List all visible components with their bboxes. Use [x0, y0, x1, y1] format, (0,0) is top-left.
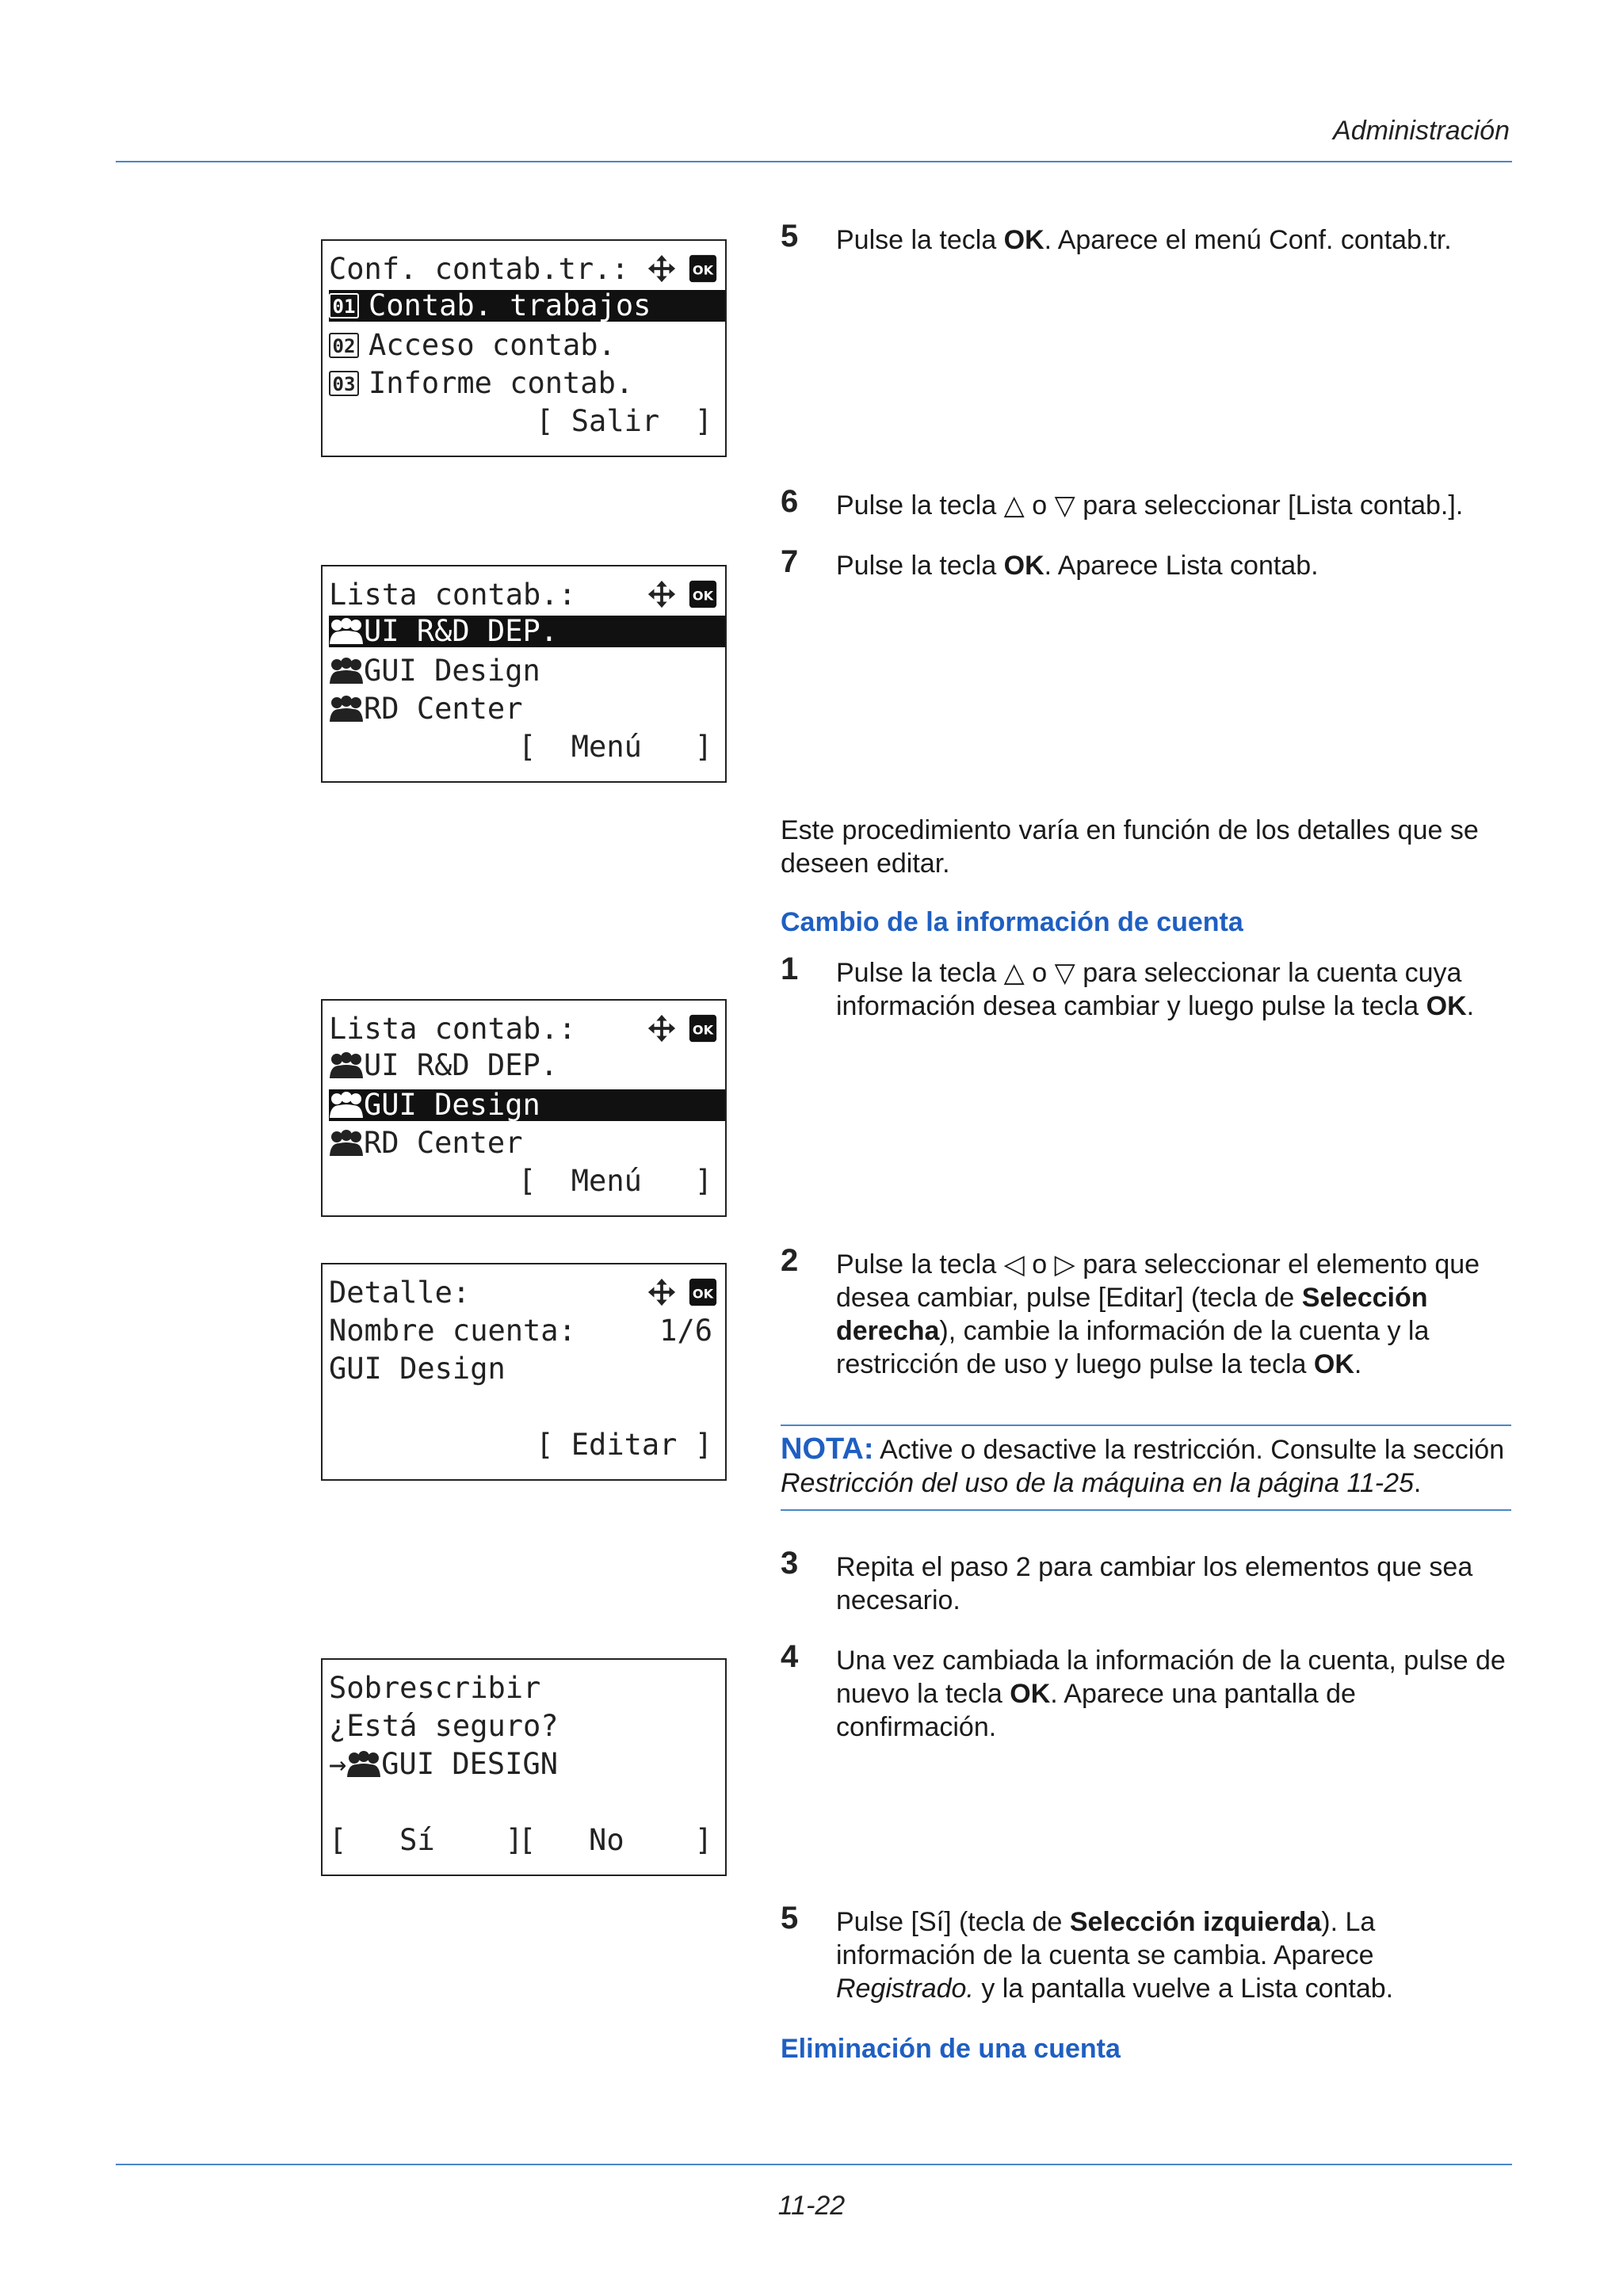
step-text: y la pantalla vuelve a Lista contab. — [973, 1974, 1394, 2004]
list-item-label: GUI Design — [364, 1088, 540, 1122]
list-item-ui-rd-dep[interactable] — [329, 1050, 722, 1081]
softkey-no[interactable]: [ No ] — [517, 1823, 712, 1857]
page-indicator: 1/6 — [659, 1314, 712, 1348]
header-title: Administración — [1333, 116, 1510, 146]
lcd-conf-contab — [321, 239, 727, 457]
step-c4 — [781, 1639, 1518, 1744]
step-text: . — [1354, 1349, 1362, 1379]
cross-navigation-icon — [646, 579, 678, 609]
step-c3 — [781, 1546, 1518, 1617]
step-number: 7 — [781, 544, 799, 579]
group-icon — [329, 1051, 364, 1078]
step-number: 5 — [781, 219, 799, 254]
key-ok: OK — [1426, 991, 1467, 1021]
menu-item-label: Informe contab. — [369, 366, 634, 400]
lcd-detalle — [321, 1263, 727, 1481]
lcd-title: Lista contab.: — [329, 578, 576, 612]
item-number-badge: 03 — [329, 371, 359, 396]
step-text: Una vez cambiada la información de la cuenta, pulse de nuevo la tecla — [836, 1646, 1506, 1709]
group-icon — [329, 695, 364, 722]
ok-icon — [687, 254, 719, 284]
step-c2 — [781, 1243, 1518, 1381]
group-icon — [329, 617, 364, 644]
list-item-rd-center[interactable] — [329, 693, 722, 725]
cross-navigation-icon — [646, 254, 678, 284]
menu-item-label: Contab. trabajos — [369, 288, 651, 322]
note-text: Active o desactive la restricción. Consulte la sección — [873, 1435, 1505, 1465]
group-icon — [346, 1750, 381, 1777]
list-item-rd-center[interactable] — [329, 1127, 722, 1159]
item-number-badge: 01 — [329, 293, 359, 318]
lcd-title: Conf. contab.tr.: — [329, 252, 629, 286]
step-text: . Aparece Lista contab. — [1044, 551, 1319, 581]
page-number: 11-22 — [777, 2191, 846, 2221]
softkey-si[interactable]: [ Sí ] — [329, 1823, 524, 1857]
step-text: Pulse la tecla △ o ▽ para seleccionar la cuenta cuya información desea cambiar y luego pulse la tecla — [836, 958, 1462, 1021]
step-text: Pulse la tecla ◁ o ▷ para seleccionar el elemento que desea cambiar, pulse [Editar] (tecla de — [836, 1249, 1480, 1313]
ok-icon — [687, 579, 719, 609]
intro-paragraph: Este procedimiento varía en función de los detalles que se deseen editar. — [781, 815, 1479, 879]
list-item-label: UI R&D DEP. — [364, 614, 559, 648]
target-label: GUI DESIGN — [381, 1747, 559, 1781]
step-text: . — [1466, 991, 1475, 1021]
group-icon — [329, 1129, 364, 1156]
step-c5 — [781, 1901, 1518, 2005]
menu-item-informe-contab[interactable] — [329, 368, 722, 399]
ok-icon — [687, 1013, 719, 1043]
confirm-target — [329, 1749, 722, 1780]
step-text: Repita el paso 2 para cambiar los elementos que sea necesario. — [836, 1552, 1473, 1615]
lcd-lista-contab-2 — [321, 999, 727, 1217]
header-rule — [116, 161, 1512, 162]
lcd-title: Sobrescribir — [329, 1671, 541, 1705]
list-item-label: RD Center — [364, 1126, 523, 1160]
step-6 — [781, 484, 1518, 522]
step-text: Pulse la tecla △ o ▽ para seleccionar [Lista contab.]. — [836, 490, 1464, 521]
softkey-editar[interactable]: [ Editar ] — [536, 1428, 712, 1462]
step-text: Pulse la tecla — [836, 225, 1004, 255]
step-text: Pulse [Sí] (tecla de — [836, 1907, 1070, 1937]
softkey-menu[interactable]: [ Menú ] — [517, 1164, 712, 1198]
key-ok: OK — [1003, 551, 1044, 581]
arrow-right-icon: → — [329, 1747, 347, 1781]
confirm-question: ¿Está seguro? — [329, 1709, 559, 1743]
key-ok: OK — [1313, 1349, 1354, 1379]
step-text: ), cambie la información de la cuenta y la restricción de uso y luego pulse la tecla — [836, 1316, 1430, 1379]
list-item-label: RD Center — [364, 692, 523, 726]
lcd-title: Lista contab.: — [329, 1012, 576, 1046]
detail-field-value: GUI Design — [329, 1352, 506, 1386]
step-number: 3 — [781, 1546, 799, 1581]
list-item-label: GUI Design — [364, 654, 540, 688]
key-ok: OK — [1010, 1679, 1051, 1709]
lcd-sobrescribir — [321, 1658, 727, 1876]
group-icon — [329, 657, 364, 684]
step-number: 2 — [781, 1243, 799, 1278]
cross-navigation-icon — [646, 1013, 678, 1043]
note-reference[interactable]: Restricción del uso de la máquina en la página 11-25 — [781, 1468, 1414, 1498]
key-seleccion-izquierda: Selección izquierda — [1069, 1907, 1322, 1937]
step-number: 4 — [781, 1639, 799, 1674]
softkey-salir[interactable]: [ Salir ] — [536, 404, 712, 438]
step-number: 6 — [781, 484, 799, 519]
step-text: Pulse la tecla — [836, 551, 1004, 581]
step-7 — [781, 544, 1518, 582]
note-box — [781, 1425, 1511, 1511]
list-item-gui-design[interactable] — [329, 1089, 725, 1121]
ok-icon — [687, 1277, 719, 1307]
step-text: . Aparece una pantalla de confirmación. — [836, 1679, 1356, 1742]
status-registrado: Registrado. — [836, 1974, 974, 2004]
group-icon — [329, 1091, 364, 1118]
list-item-label: UI R&D DEP. — [364, 1048, 559, 1082]
step-number: 1 — [781, 952, 799, 986]
key-seleccion-derecha: Selección derecha — [836, 1283, 1428, 1346]
key-ok: OK — [1003, 225, 1044, 255]
section-heading-eliminacion: Eliminación de una cuenta — [781, 2034, 1121, 2064]
step-5-ok — [781, 219, 1518, 257]
menu-item-acceso-contab[interactable] — [329, 330, 722, 361]
menu-item-contab-trabajos[interactable] — [329, 290, 725, 322]
detail-field-label: Nombre cuenta: — [329, 1314, 576, 1348]
cross-navigation-icon — [646, 1277, 678, 1307]
lcd-title: Detalle: — [329, 1276, 471, 1310]
section-heading-cambio: Cambio de la información de cuenta — [781, 907, 1243, 937]
step-text: ). La información de la cuenta se cambia. Aparece — [836, 1907, 1376, 1970]
lcd-lista-contab-1 — [321, 565, 727, 783]
note-label: NOTA: — [781, 1432, 874, 1466]
step-text: . Aparece el menú Conf. contab.tr. — [1044, 225, 1452, 255]
step-number: 5 — [781, 1901, 799, 1936]
list-item-gui-design[interactable] — [329, 655, 722, 687]
footer-rule — [116, 2164, 1512, 2165]
note-text-end: . — [1413, 1468, 1422, 1498]
item-number-badge: 02 — [329, 333, 359, 358]
softkey-menu[interactable]: [ Menú ] — [517, 730, 712, 764]
list-item-ui-rd-dep[interactable] — [329, 616, 725, 647]
step-c1 — [781, 952, 1518, 1023]
menu-item-label: Acceso contab. — [369, 328, 616, 362]
